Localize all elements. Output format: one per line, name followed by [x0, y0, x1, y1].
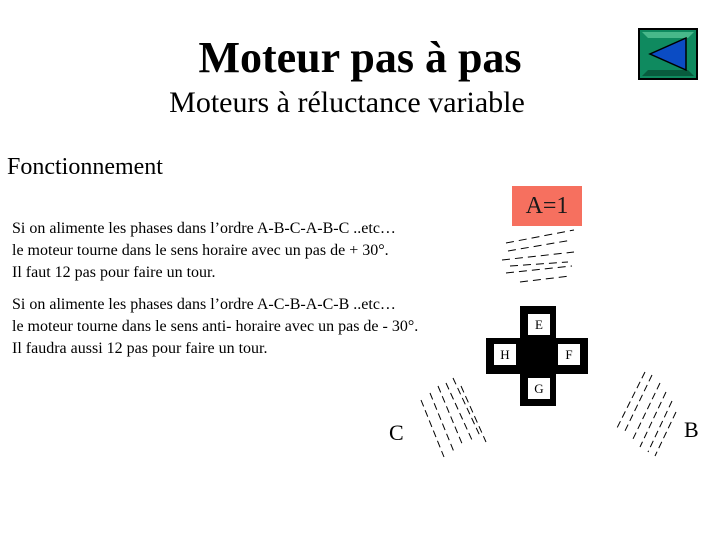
phase-b-label: B — [684, 417, 699, 442]
rotor-pole-bottom — [528, 378, 550, 399]
paragraph-line: Si on alimente les phases dans l’ordre A-C-B-A-C-B ..etc… — [12, 296, 396, 313]
slide-title: Moteur pas à pas — [198, 33, 522, 82]
rotor-pole-top — [528, 314, 550, 335]
phase-b-hatching — [617, 372, 676, 456]
svg-text:F: F — [565, 347, 573, 362]
rotor-pole-left — [494, 344, 516, 365]
svg-text:E: E — [535, 317, 543, 332]
phase-state-badge: A=1 — [512, 186, 582, 226]
rotor-pole-right — [558, 344, 580, 365]
section-heading: Fonctionnement — [7, 154, 163, 180]
svg-text:H: H — [500, 347, 510, 362]
paragraph-line: le moteur tourne dans le sens anti- horaire avec un pas de - 30°. — [12, 318, 419, 335]
paragraph-line: Il faudra aussi 12 pas pour faire un tour. — [12, 340, 268, 357]
paragraph-line: Il faut 12 pas pour faire un tour. — [12, 264, 216, 281]
slide-subtitle: Moteurs à réluctance variable — [169, 86, 525, 119]
paragraph-line: le moteur tourne dans le sens horaire avec un pas de + 30°. — [12, 242, 389, 259]
phase-c-label: C — [389, 420, 404, 445]
paragraph-line: Si on alimente les phases dans l’ordre A-B-C-A-B-C ..etc… — [12, 220, 396, 237]
svg-text:G: G — [534, 381, 544, 396]
phase-c-hatching — [421, 378, 486, 457]
phase-a-hatching — [502, 230, 574, 282]
